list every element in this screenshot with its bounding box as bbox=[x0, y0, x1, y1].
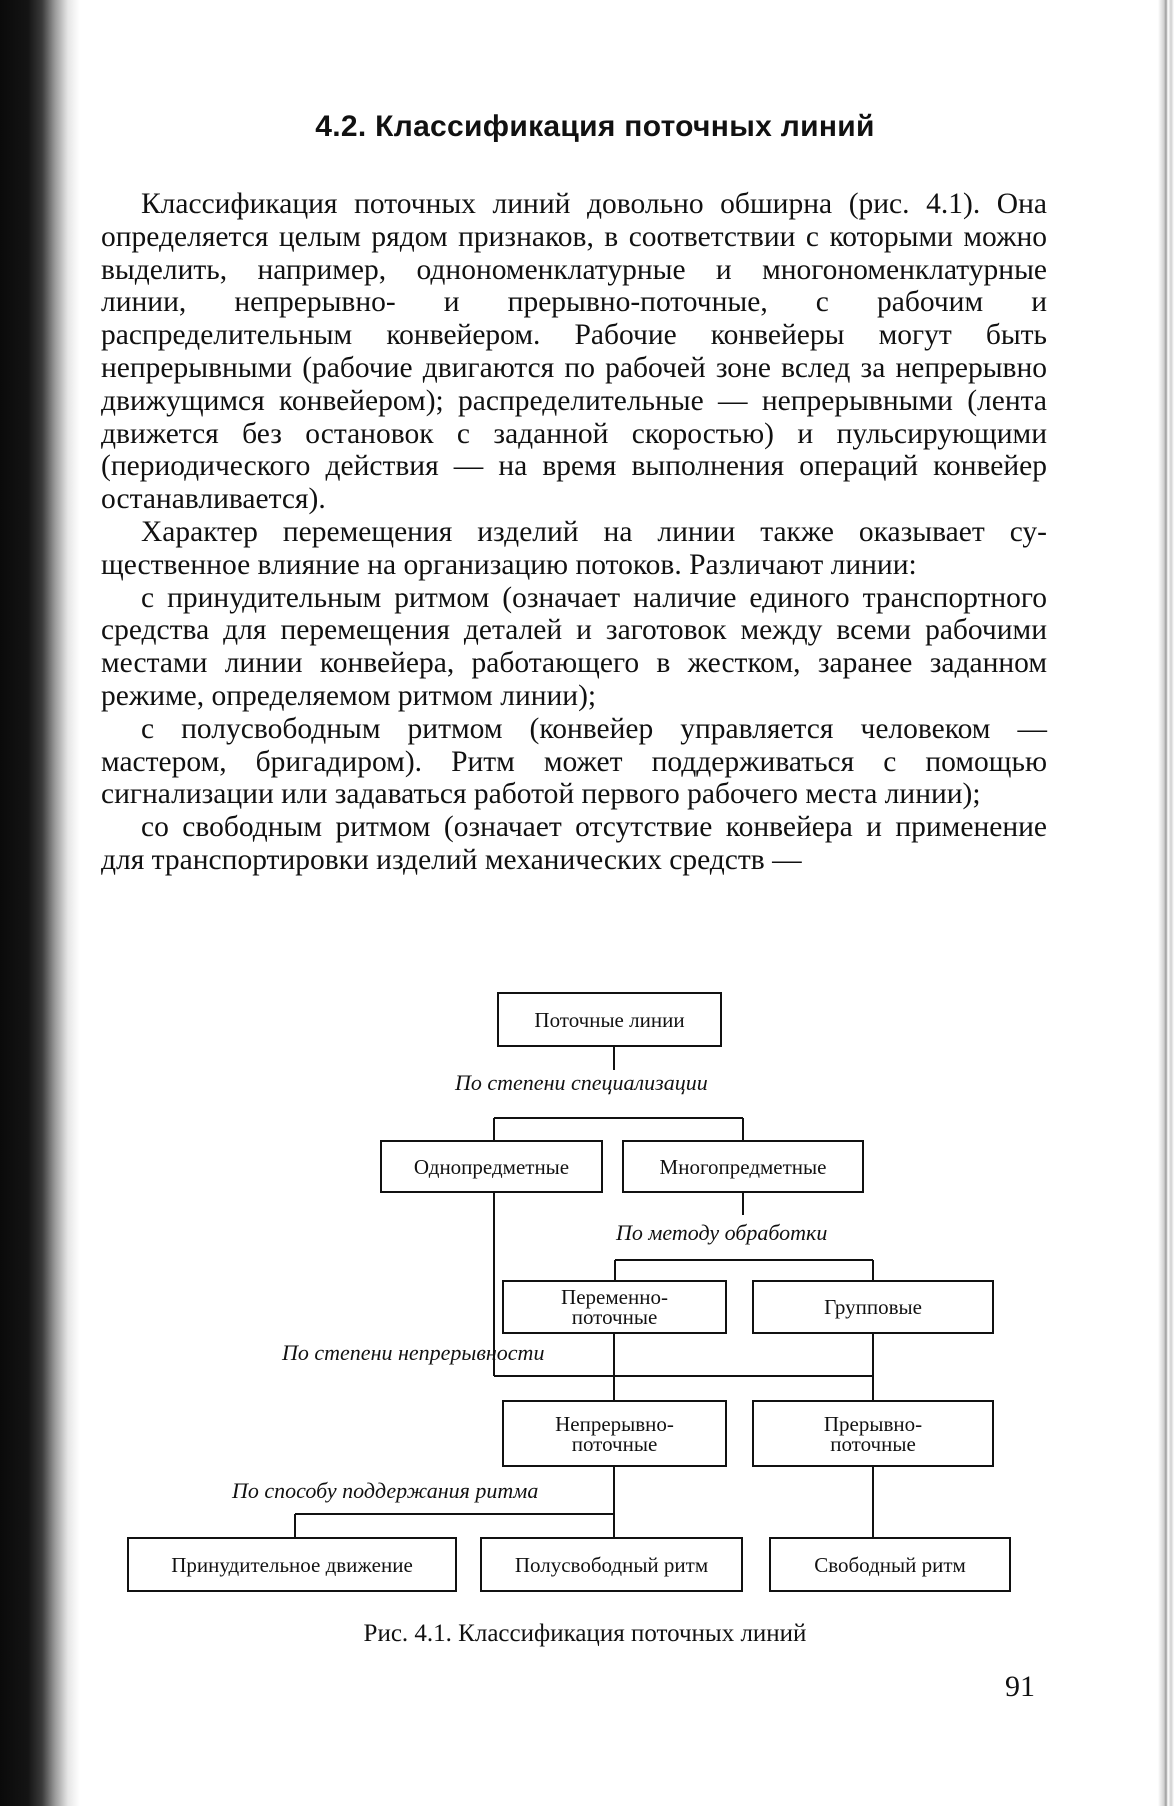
book-spine-shadow bbox=[0, 0, 80, 1806]
box-single-subject: Однопредметные bbox=[380, 1140, 603, 1193]
figure-caption: Рис. 4.1. Классификация поточных линий bbox=[363, 1620, 807, 1647]
page-edge bbox=[1158, 0, 1174, 1806]
criterion-specialization: По степени специализации bbox=[455, 1070, 708, 1095]
box-group: Групповые bbox=[752, 1280, 994, 1334]
box-forced-motion: Принудительное движение bbox=[127, 1537, 457, 1592]
paragraph: Классификация поточных линий довольно обширна (рис. 4.1). Она определяется целым рядом признаков, в соответствии с которыми можно выделить, например, однономенклатурные и многономенклатурные линии, непрерывно- и прерывно-поточные, с рабочим и распределительным конвейером. Рабочие конвейеры могут быть непрерывными (рабочие двигаются по рабочей зоне вслед за непрерывно движущимся конвейером); распределительные — непрерывными (лента движется без остановок с заданной скоростью) и пульсирующими (периодического действия — на время выполнения операций конвейер останавливается). bbox=[101, 188, 1047, 516]
page-number: 91 bbox=[1005, 1670, 1035, 1703]
box-free-rhythm: Свободный ритм bbox=[769, 1537, 1011, 1592]
criterion-rhythm: По способу поддержания ритма bbox=[232, 1478, 539, 1503]
box-multi-subject: Многопредметные bbox=[622, 1140, 864, 1193]
paragraph: с принудительным ритмом (означает наличие единого транспортного средства для перемещения деталей и заготовок между всеми рабочими местами линии конвейера, работающего в жестком, заранее заданном режиме, определяемом ритмом линии); bbox=[101, 581, 1047, 712]
box-semi-free-rhythm: Полусвободный ритм bbox=[480, 1537, 743, 1592]
paragraph: Характер перемещения изделий на линии также оказывает существенное влияние на организацию потоков. Различают линии: bbox=[101, 515, 1047, 581]
box-continuous-flow: Непрерывно-поточные bbox=[502, 1400, 727, 1467]
box-flow-lines: Поточные линии bbox=[497, 992, 722, 1047]
criterion-processing: По методу обработки bbox=[616, 1220, 828, 1245]
paragraph: с полусвободным ритмом (конвейер управляется человеком — мастером, бригадиром). Ритм может поддерживаться с помощью сигнализации или задаваться работой первого рабочего места линии); bbox=[101, 712, 1047, 811]
criterion-continuity: По степени непрерывности bbox=[282, 1340, 545, 1365]
box-discontinuous-flow: Прерывно-поточные bbox=[752, 1400, 994, 1467]
body-text bbox=[101, 188, 1047, 877]
paragraph: со свободным ритмом (означает отсутствие конвейера и применение для транспортировки изделий механических средств — bbox=[101, 811, 1047, 876]
box-variable-flow: Переменно-поточные bbox=[502, 1280, 727, 1334]
section-heading: 4.2. Классификация поточных линий bbox=[315, 110, 875, 143]
